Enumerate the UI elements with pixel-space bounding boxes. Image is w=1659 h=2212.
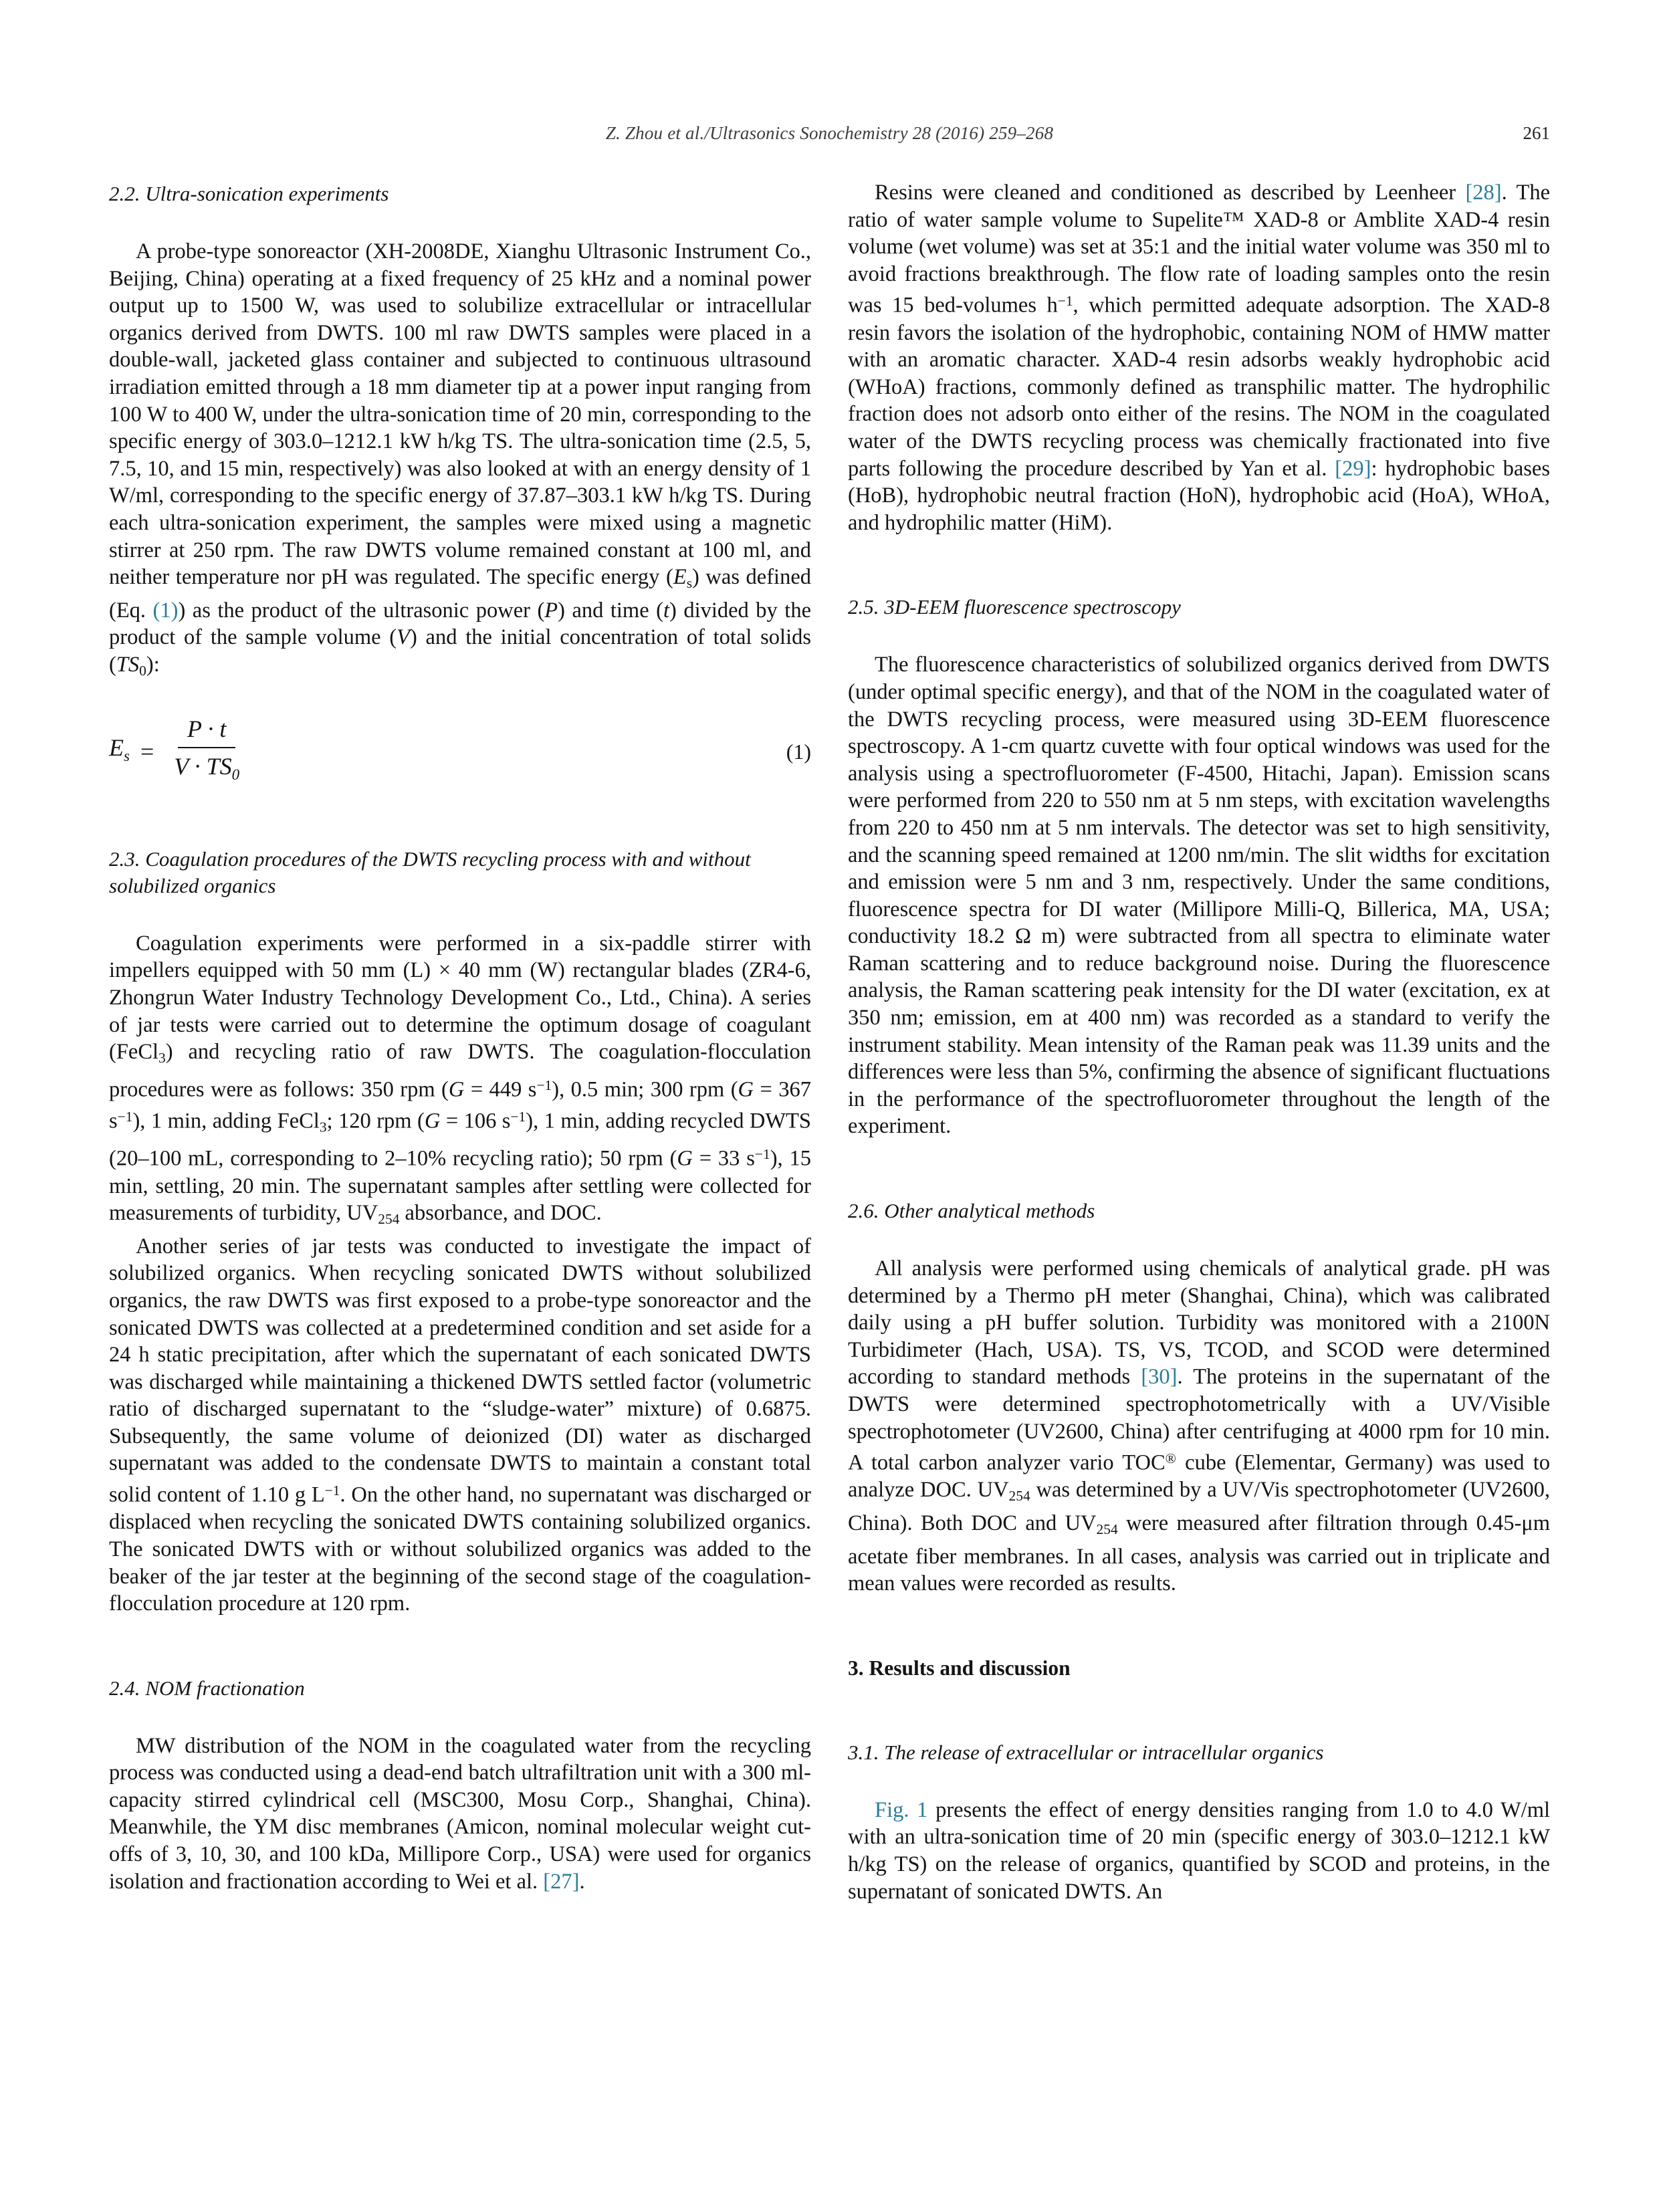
- italic-var: TS: [116, 652, 140, 677]
- citation-link[interactable]: Fig. 1: [875, 1797, 928, 1822]
- eq-subscript-s: s: [124, 746, 130, 764]
- subscript: s: [686, 575, 693, 592]
- running-title: Z. Zhou et al./Ultrasonics Sonochemistry 28 (2016) 259–268: [605, 123, 1054, 143]
- superscript: −1: [510, 1109, 526, 1125]
- para-3d-eem-spectroscopy: The fluorescence characteristics of solubilized organics derived from DWTS (under optimal specific energy), and that of the NOM in the coagulated water of the DWTS recycling process, were measured using 3D-EEM fluorescence spectroscopy. A 1-cm quartz cuvette with four optical windows was used for the analysis using a spectrofluorometer (F-4500, Hitachi, Japan). Emission scans were performed from 220 to 550 nm at 5 nm steps, with excitation wavelengths from 220 to 450 nm at 5 nm intervals. The detector was set to high sensitivity, and the scanning speed remained at 1200 nm/min. The slit widths for excitation and emission were 5 nm and 3 nm, respectively. Under the same conditions, fluorescence spectra for DI water (Millipore Milli-Q, Billerica, MA, USA; conductivity 18.2 Ω m) were subtracted from all spectra to eliminate water Raman scattering and to reduce background noise. During the fluorescence analysis, the Raman scattering peak intensity for the DI water (excitation, ex at 350 nm; emission, em at 400 nm) was recorded as a standard to verify the instrument stability. Mean intensity of the Raman peak was 11.39 units and the differences were less than 5%, confirming the absence of significant fluctuations in the performance of the spectrofluorometer throughout the length of the experiment.: [848, 653, 1550, 1139]
- para-nom-fractionation: MW distribution of the NOM in the coagulated water from the recycling process was conducted using a dead-end batch ultrafiltration unit with a 300 ml-capacity stirred cylindrical cell (MSC300, Mosu Corp., Shanghai, China). Meanwhile, the YM disc membranes (Amicon, nominal molecular weight cut-offs of 3, 10, 30, and 100 kDa, Millipore Corp., USA) were used for organics isolation and fractionation according to Wei et al. [27].: [109, 1733, 811, 1894]
- citation-link[interactable]: (1): [152, 598, 179, 623]
- section-heading-2-2: 2.2. Ultra-sonication experiments: [109, 182, 389, 205]
- fraction-numerator: P · t: [178, 715, 235, 749]
- superscript: −1: [1057, 293, 1073, 310]
- subscript: 254: [1008, 1488, 1030, 1505]
- page-number: 261: [1523, 123, 1550, 143]
- subscript: 3: [158, 1050, 166, 1067]
- section-heading-2-4: 2.4. NOM fractionation: [109, 1676, 305, 1700]
- subscript: 0: [139, 662, 146, 679]
- equation-1: [109, 715, 811, 788]
- italic-var: G: [424, 1109, 441, 1133]
- para-resin-cleaning: Resins were cleaned and conditioned as described by Leenheer [28]. The ratio of water sample volume to Supelite™ XAD-8 or Amblite XAD-4 resin volume (wet volume) was set at 35:1 and the initial water volume was 350 ml to avoid fractions breakthrough. The flow rate of loading samples onto the resin was 15 bed-volumes $h^{-1}$, which permitted adequate adsorption. The XAD-8 resin favors the isolation of the hydrophobic, containing NOM of HMW matter with an aromatic character. XAD-4 resin adsorbs weakly hydrophobic acid (WHoA) fractions, commonly defined as transphilic matter. The hydrophilic fraction does not adsorb onto either of the resins. The NOM in the coagulated water of the DWTS recycling process was chemically fractionated into five parts following the procedure described by Yan et al. [29]: hydrophobic bases (HoB), hydrophobic neutral fraction (HoN), hydrophobic acid (HoA), WHoA, and hydrophilic matter (HiM).: [848, 181, 1550, 535]
- eq-variable-E: E: [109, 734, 124, 761]
- citation-link[interactable]: [28]: [1465, 181, 1502, 205]
- para-jar-tests-solubilized-organics: Another series of jar tests was conducted to investigate the impact of solubilized organics. When recycling sonicated DWTS without solubilized organics, the raw DWTS was first exposed to a probe-type sonoreactor and the sonicated DWTS was collected at a predetermined condition and set aside for a 24 h static precipitation, after which the supernatant of each sonicated DWTS was discharged while maintaining a thickened DWTS settled factor (volumetric ratio of discharged supernatant to the “sludge-water” mixture) of 0.6875. Subsequently, the same volume of deionized (DI) water as discharged supernatant was added to the condensate DWTS to maintain a constant total solid content of 1.10 g $L^{-1}$. On the other hand, no supernatant was discharged or displaced when recycling the sonicated DWTS containing solubilized organics. The sonicated DWTS with or without solubilized organics was added to the beaker of the jar tester at the beginning of the second stage of the coagulation-flocculation procedure at 120 rpm.: [109, 1234, 811, 1616]
- subscript: 3: [319, 1119, 327, 1135]
- equals-sign: =: [140, 738, 154, 765]
- para-other-analytical-methods: All analysis were performed using chemicals of analytical grade. pH was determined by a Thermo pH meter (Shanghai, China), which was calibrated daily using a pH buffer solution. Turbidity was monitored with a 2100N Turbidimeter (Hach, USA). TS, VS, TCOD, and SCOD were determined according to standard methods [30]. The proteins in the supernatant of the DWTS were determined spectrophotometrically with a UV/Visible spectrophotometer (UV2600, China) after centrifuging at 4000 rpm for 10 min. A total carbon analyzer vario TOC® cube (Elementar, Germany) was used to analyze DOC. UV254 was determined by a UV/Vis spectrophotometer (UV2600, China). Both DOC and UV254 were measured after filtration through 0.45-μm acetate fiber membranes. In all cases, analysis was carried out in triplicate and mean values were recorded as results.: [848, 1256, 1551, 1596]
- citation-link[interactable]: [27]: [543, 1869, 580, 1894]
- equation-fraction: [164, 715, 249, 788]
- para-fig1-energy-densities: Fig. 1 presents the effect of energy densities ranging from 1.0 to 4.0 W/ml with an ultra-sonication time of 20 min (specific energy of 303.0–1212.1 kW h/kg TS) on the release of organics, quantified by SCOD and proteins, in the supernatant of sonicated DWTS. An: [848, 1797, 1550, 1904]
- equation-lhs: [109, 734, 130, 770]
- italic-var: G: [448, 1077, 465, 1102]
- para-ultrasonication-experiments: A probe-type sonoreactor (XH-2008DE, Xianghu Ultrasonic Instrument Co., Beijing, China) operating at a fixed frequency of 25 kHz and a nominal power output up to 1500 W, was used to solubilize extracellular or intracellular organics derived from DWTS. 100 ml raw DWTS samples were placed in a double-wall, jacketed glass container and subjected to continuous ultrasound irradiation emitted through a 18 mm diameter tip at a power input ranging from 100 W to 400 W, under the ultra-sonication time of 20 min, corresponding to the specific energy of 303.0–1212.1 kW h/kg TS. The ultra-sonication time (2.5, 5, 7.5, 10, and 15 min, respectively) was also looked at with an energy density of 1 W/ml, corresponding to the specific energy of 37.87–303.1 kW h/kg TS. During each ultra-sonication experiment, the samples were mixed using a magnetic stirrer at 250 rpm. The raw DWTS volume remained constant at 100 ml, and neither temperature nor pH was regulated. The specific energy (Es) was defined (Eq. (1)) as the product of the ultrasonic power (P) and time (t) divided by the product of the sample volume (V) and the initial concentration of total solids (TS0):: [109, 239, 811, 679]
- superscript: ®: [1165, 1450, 1176, 1467]
- left-column: [109, 179, 811, 1895]
- italic-var: E: [673, 565, 687, 590]
- para-coagulation-procedure: Coagulation experiments were performed in a six-paddle stirrer with impellers equipped with 50 mm (L) × 40 mm (W) rectangular blades (ZR4-6, Zhongrun Water Industry Technology Development Co., Ltd., China). A series of jar tests were carried out to determine the optimum dosage of coagulant (FeCl3) and recycling ratio of raw DWTS. The coagulation-flocculation procedures were as follows: 350 rpm (G = 449 $s^{-1}$), 0.5 min; 300 rpm (G = 367 $s^{-1}$), 1 min, adding FeCl3; 120 rpm (G = 106 $s^{-1}$), 1 min, adding recycled DWTS (20–100 mL, corresponding to 2–10% recycling ratio); 50 rpm (G = 33 $s^{-1}$), 15 min, settling, 20 min. The supernatant samples after settling were collected for measurements of turbidity, UV254 absorbance, and DOC.: [109, 931, 811, 1228]
- superscript: −1: [536, 1077, 552, 1093]
- italic-var: G: [738, 1077, 754, 1102]
- subscript: 254: [1096, 1521, 1118, 1538]
- section-heading-2-5: 2.5. 3D-EEM fluorescence spectroscopy: [848, 595, 1181, 619]
- superscript: −1: [117, 1109, 133, 1125]
- denominator-subscript: 0: [231, 766, 240, 784]
- italic-var: V: [397, 625, 410, 650]
- equation-body: [109, 715, 249, 788]
- citation-link[interactable]: [30]: [1141, 1365, 1178, 1390]
- right-column: [848, 179, 1550, 1905]
- section-heading-2-6: 2.6. Other analytical methods: [848, 1199, 1095, 1223]
- section-heading-3: 3. Results and discussion: [848, 1656, 1071, 1680]
- italic-var: t: [663, 598, 669, 623]
- subscript: 254: [378, 1211, 400, 1228]
- italic-var: P: [544, 598, 558, 623]
- citation-link[interactable]: [29]: [1335, 456, 1371, 481]
- section-heading-3-1: 3.1. The release of extracellular or intracellular organics: [848, 1740, 1324, 1764]
- italic-var: G: [677, 1146, 693, 1171]
- superscript: −1: [324, 1482, 340, 1499]
- denominator-main: V · TS: [174, 753, 232, 780]
- fraction-denominator: [164, 748, 249, 788]
- equation-number: (1): [786, 739, 811, 764]
- section-heading-2-3: 2.3. Coagulation procedures of the DWTS recycling process with and without solubilized organics: [109, 847, 751, 897]
- superscript: −1: [754, 1146, 770, 1163]
